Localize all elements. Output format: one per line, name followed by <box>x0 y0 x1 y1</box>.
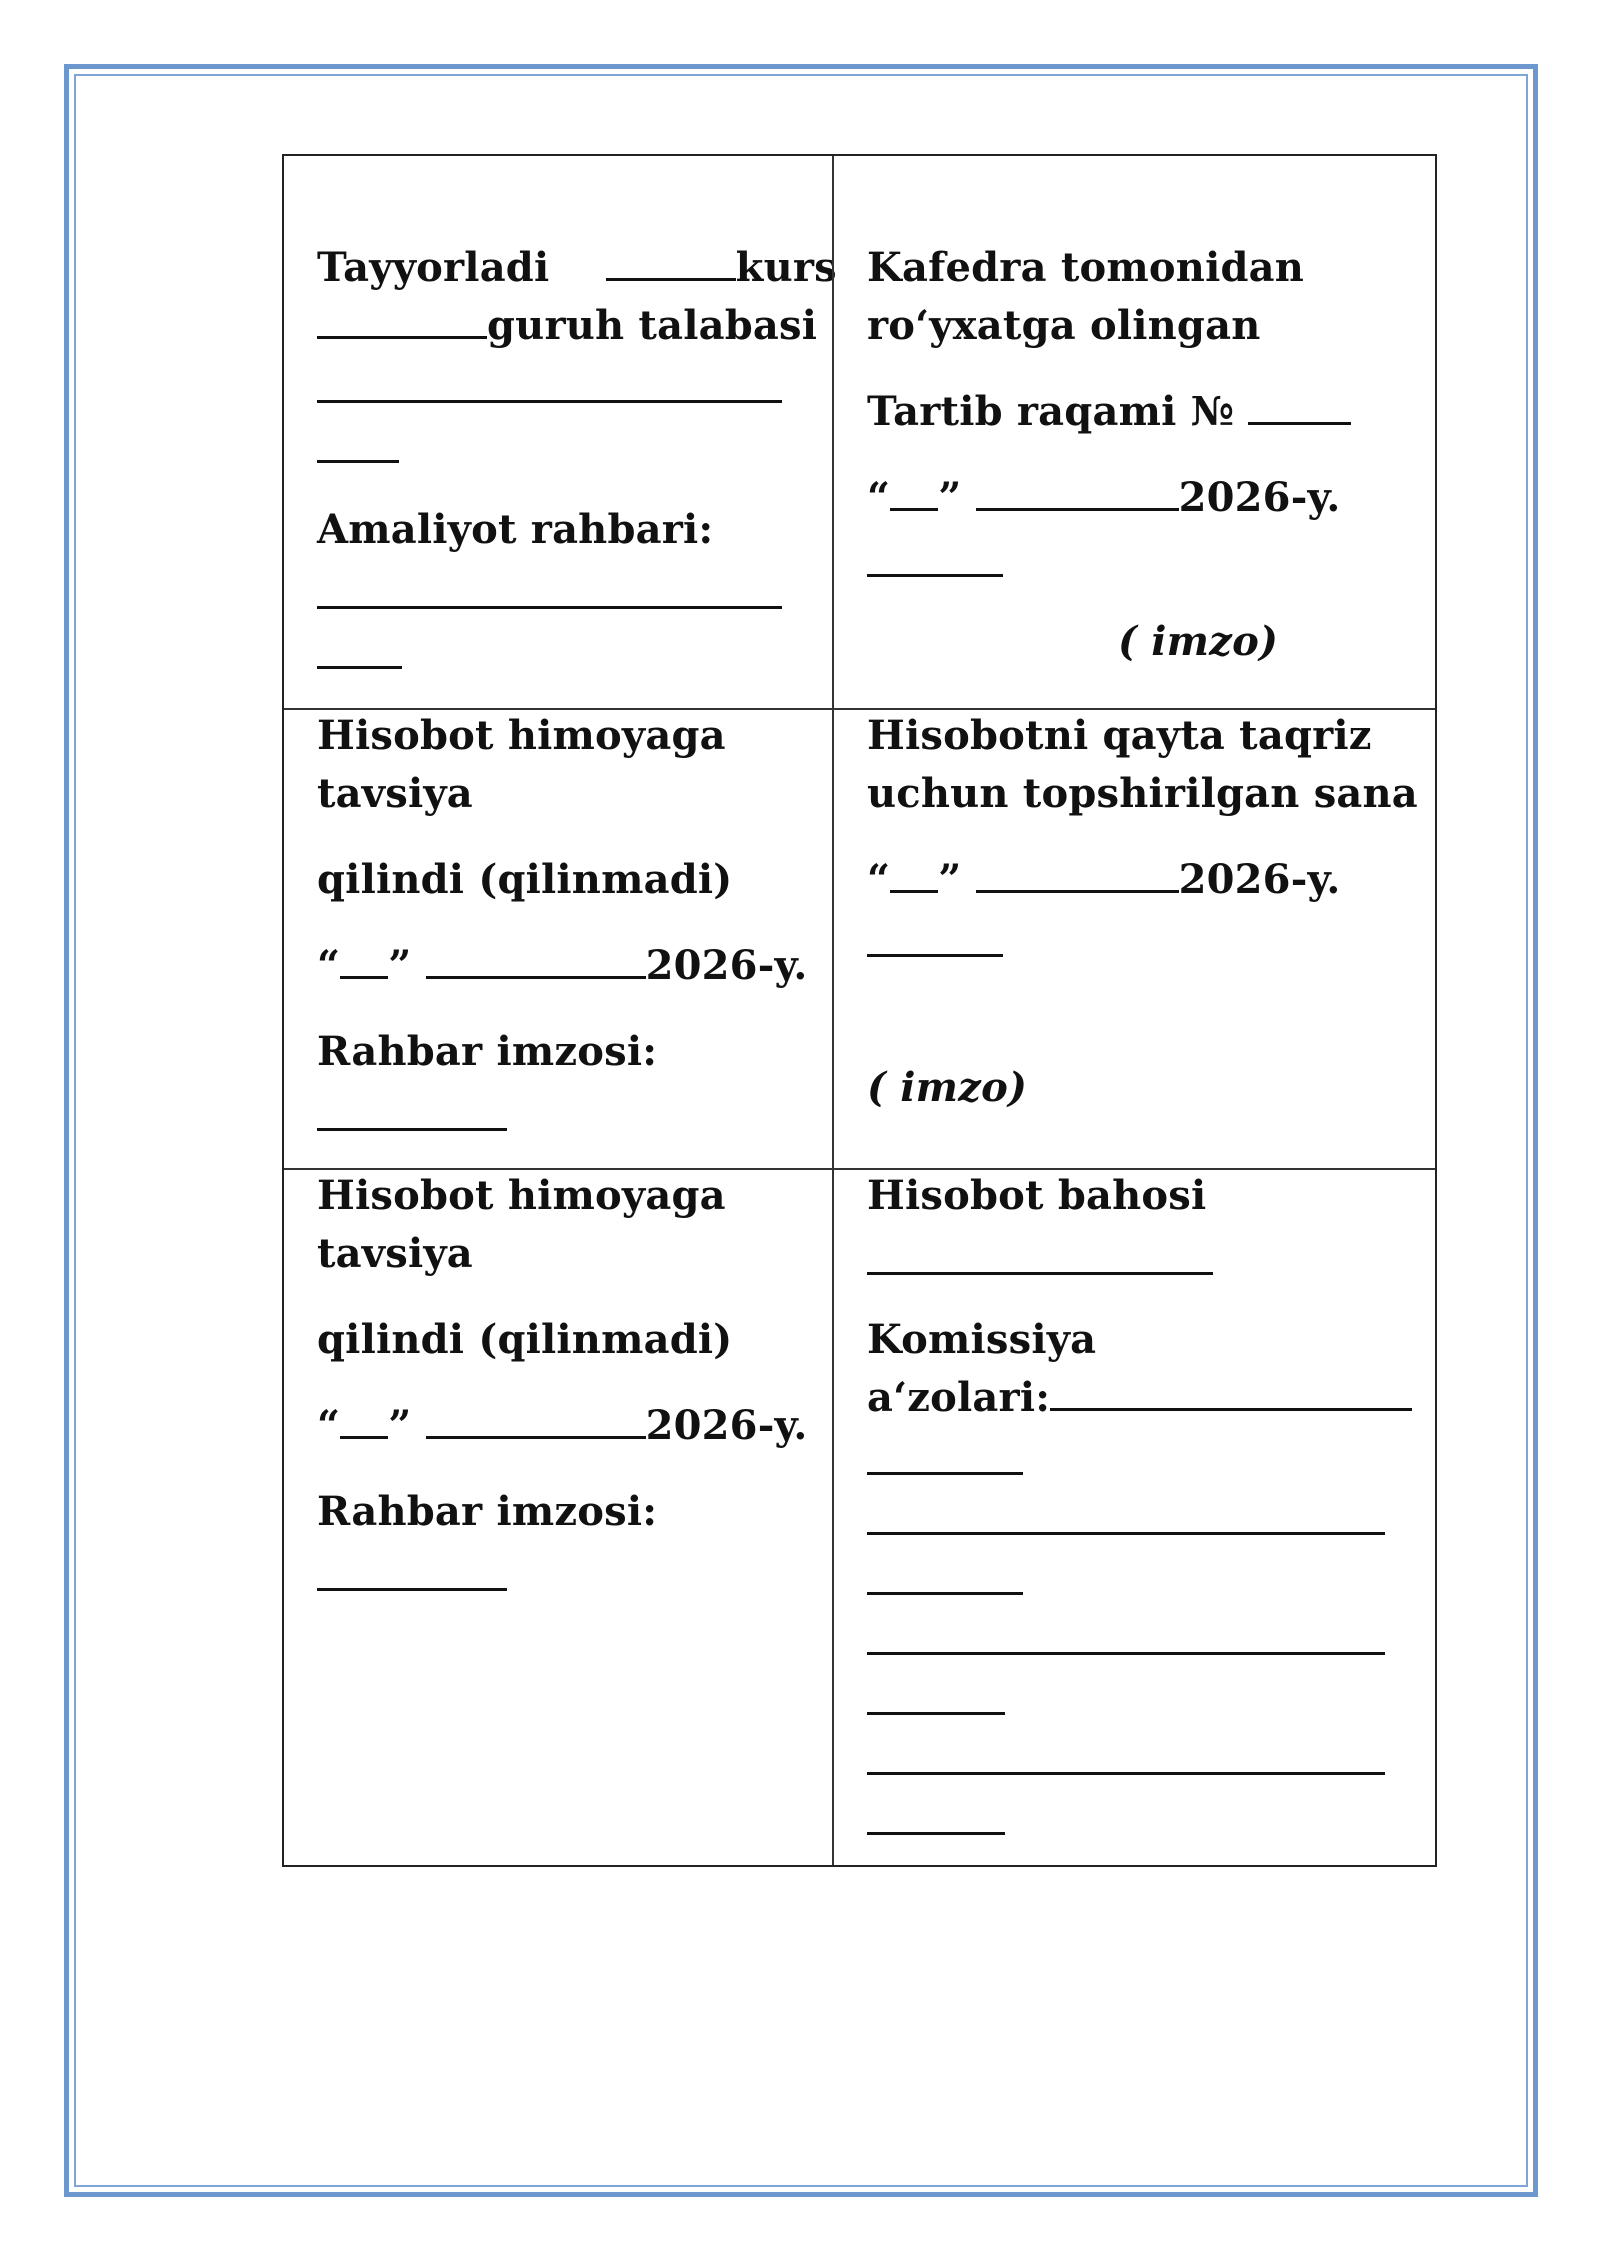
commission-member-blank-2b[interactable] <box>867 1592 1023 1595</box>
registration-line-2: ro‘yxatga olingan <box>867 302 1261 349</box>
recommend-line-3: qilindi (qilinmadi) <box>317 1316 733 1363</box>
group-student-label: guruh talabasi <box>487 302 818 349</box>
grade-blank[interactable] <box>867 1272 1213 1275</box>
quote-open: “ <box>317 1402 341 1449</box>
day-blank[interactable] <box>890 860 938 893</box>
supervisor-signature-label: Rahbar imzosi: <box>317 1028 658 1075</box>
cell-recommendation-2 <box>284 1168 832 1865</box>
year-label: 2026-y. <box>645 942 808 989</box>
cell-recommendation <box>284 708 832 1168</box>
day-blank[interactable] <box>890 478 938 511</box>
supervisor-blank-2[interactable] <box>317 666 402 669</box>
commission-member-blank-4b[interactable] <box>867 1832 1005 1835</box>
signature-caption: ( imzo) <box>867 1064 1028 1111</box>
course-blank[interactable] <box>606 248 736 281</box>
recommend-line-3: qilindi (qilinmadi) <box>317 856 733 903</box>
supervisor-line <box>317 506 713 554</box>
commission-member-blank-4[interactable] <box>867 1772 1385 1775</box>
registration-date-line <box>867 474 1341 522</box>
supervisor-label: Amaliyot rahbari: <box>317 506 714 553</box>
reg-number-label: Tartib raqami № <box>867 388 1235 435</box>
grade-label: Hisobot bahosi <box>867 1172 1207 1219</box>
quote-close: ” <box>938 856 962 903</box>
signature-caption: ( imzo) <box>1118 618 1279 665</box>
quote-open: “ <box>317 942 341 989</box>
quote-open: “ <box>867 856 891 903</box>
reg-number-blank[interactable] <box>1248 392 1351 425</box>
quote-close: ” <box>388 1402 412 1449</box>
commission-label-1: Komissiya <box>867 1316 1097 1363</box>
resubmit-line-2: uchun topshirilgan sana <box>867 770 1418 817</box>
recommend-date-line <box>317 1402 808 1450</box>
month-blank[interactable] <box>976 478 1179 511</box>
day-blank[interactable] <box>340 1406 388 1439</box>
year-label: 2026-y. <box>1178 474 1341 521</box>
quote-close: ” <box>938 474 962 521</box>
student-name-blank-2[interactable] <box>317 460 399 463</box>
cell-prepared-by <box>284 156 837 708</box>
resubmit-line-1: Hisobotni qayta taqriz <box>867 712 1372 759</box>
cell-grade-commission <box>832 1168 1435 1865</box>
commission-member-blank-3b[interactable] <box>867 1712 1005 1715</box>
group-line <box>317 302 817 350</box>
month-blank[interactable] <box>426 1406 646 1439</box>
supervisor-signature-blank[interactable] <box>317 1128 507 1131</box>
reg-number-line <box>867 388 1351 436</box>
prepared-label: Tayyorladi <box>317 244 550 291</box>
quote-close: ” <box>388 942 412 989</box>
year-label: 2026-y. <box>645 1402 808 1449</box>
resubmit-date-line <box>867 856 1341 904</box>
signature-blank[interactable] <box>867 954 1003 957</box>
commission-member-blank-1[interactable] <box>1050 1378 1412 1411</box>
cell-resubmission <box>832 708 1435 1168</box>
commission-member-blank-3[interactable] <box>867 1652 1385 1655</box>
month-blank[interactable] <box>976 860 1179 893</box>
day-blank[interactable] <box>340 946 388 979</box>
prepared-line <box>317 244 837 292</box>
commission-member-blank-1b[interactable] <box>867 1472 1023 1475</box>
recommend-line-1: Hisobot himoyaga <box>317 712 726 759</box>
student-name-blank[interactable] <box>317 400 782 403</box>
supervisor-signature-label: Rahbar imzosi: <box>317 1488 658 1535</box>
recommend-line-2: tavsiya <box>317 1230 473 1277</box>
group-blank[interactable] <box>317 306 487 339</box>
registration-line-1: Kafedra tomonidan <box>867 244 1305 291</box>
month-blank[interactable] <box>426 946 646 979</box>
supervisor-signature-blank[interactable] <box>317 1588 507 1591</box>
recommend-line-2: tavsiya <box>317 770 473 817</box>
form-table <box>282 154 1437 1867</box>
commission-line <box>867 1374 1412 1422</box>
recommend-date-line <box>317 942 808 990</box>
cell-registration <box>832 156 1435 708</box>
quote-open: “ <box>867 474 891 521</box>
recommend-line-1: Hisobot himoyaga <box>317 1172 726 1219</box>
commission-label-2: a‘zolari: <box>867 1374 1051 1421</box>
course-label: kurs <box>735 244 837 291</box>
supervisor-blank[interactable] <box>317 606 782 609</box>
year-label: 2026-y. <box>1178 856 1341 903</box>
signature-blank[interactable] <box>867 574 1003 577</box>
commission-member-blank-2[interactable] <box>867 1532 1385 1535</box>
